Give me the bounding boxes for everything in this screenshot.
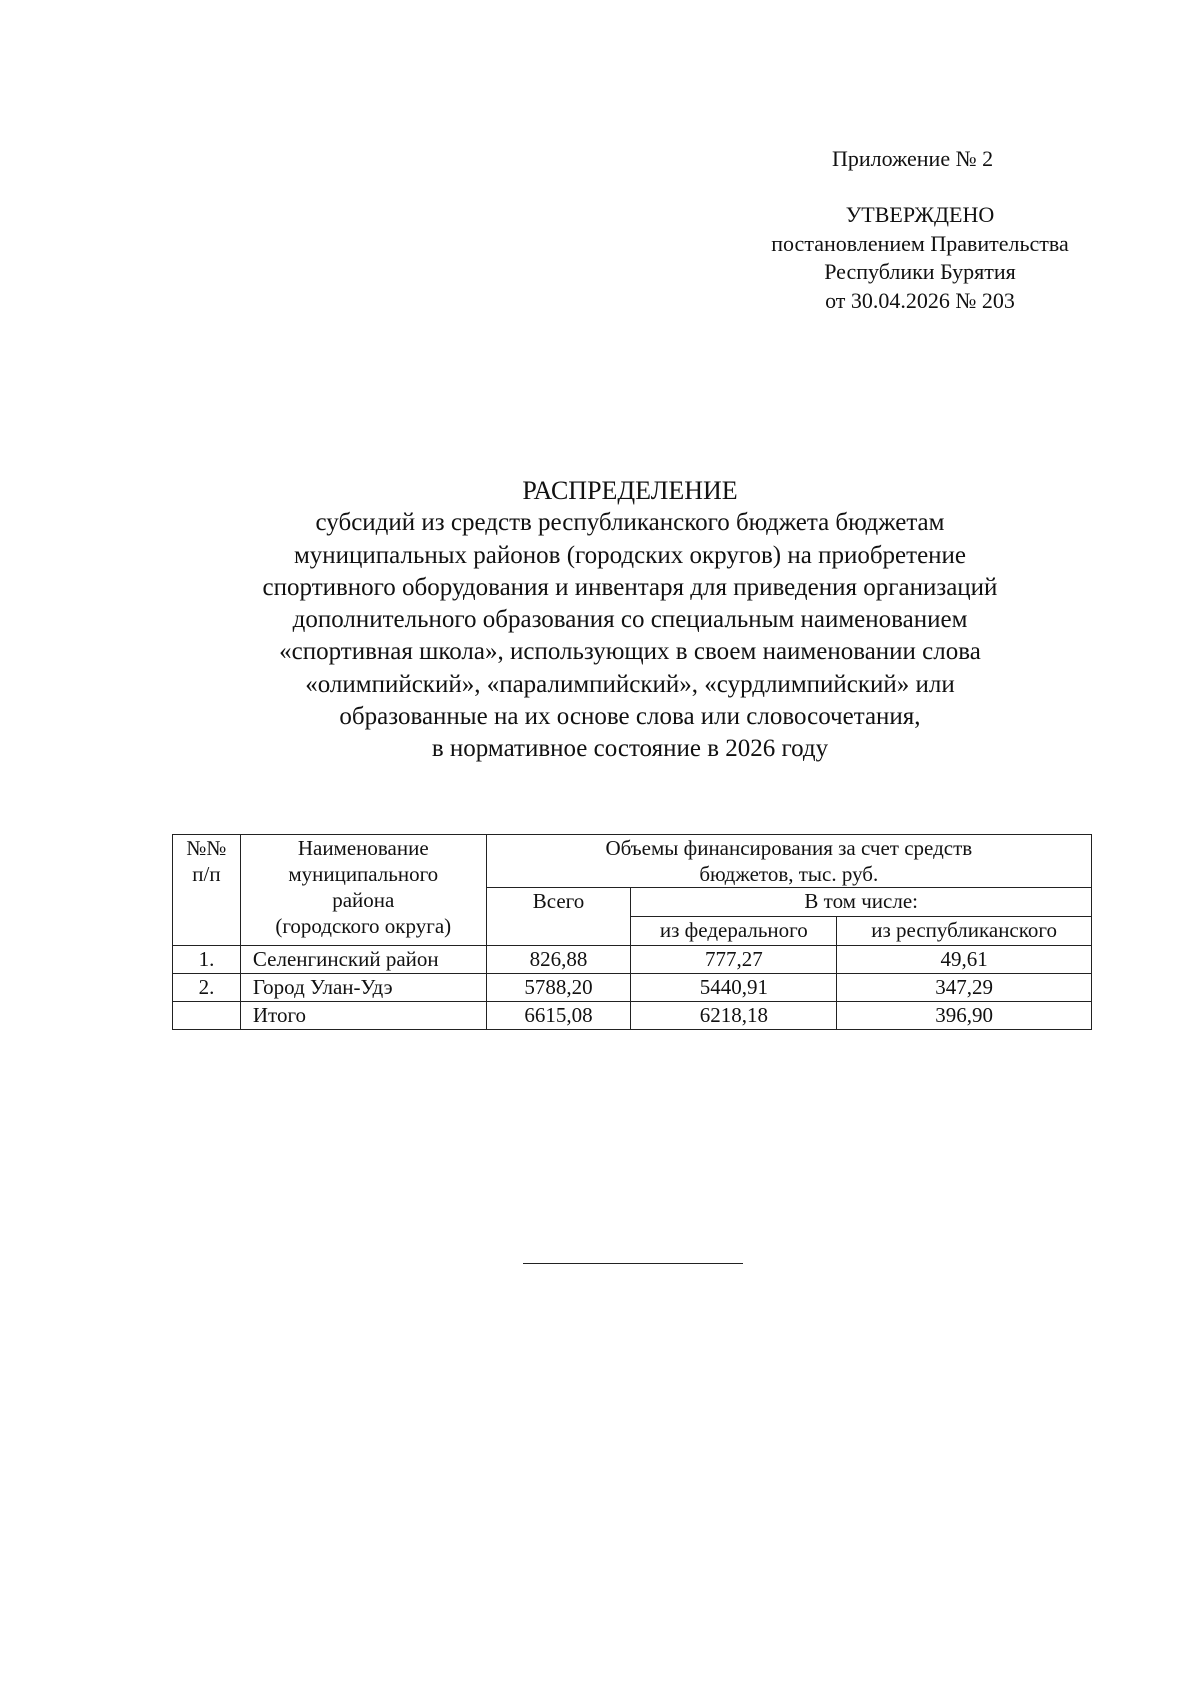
cell-federal: 6218,18 [631, 1002, 837, 1030]
header-funding-line: бюджетов, тыс. руб. [699, 862, 879, 886]
cell-total: 5788,20 [486, 974, 631, 1002]
table-header-row [173, 835, 1092, 888]
header-name-line: (городского округа) [275, 914, 452, 938]
approved-line: от 30.04.2026 № 203 [825, 287, 1015, 313]
cell-total: 826,88 [486, 946, 631, 974]
cell-name: Город Улан-Удэ [240, 974, 486, 1002]
approval-stamp-text [740, 201, 1100, 315]
table-row [173, 946, 1092, 974]
approved-line: УТВЕРЖДЕНО [845, 202, 995, 227]
header-funding [486, 835, 1091, 888]
distribution-table [172, 834, 1092, 1030]
title-line: субсидий из средств республиканского бюджета бюджетам [315, 509, 945, 537]
title-line: образованные на их основе слова или словосочетания, [339, 703, 921, 731]
header-name [240, 835, 486, 946]
header-name-line: Наименование [297, 836, 429, 860]
title-line: «олимпийский», «паралимпийский», «сурдлимпийский» или [305, 670, 955, 698]
cell-name: Селенгинский район [240, 946, 486, 974]
cell-num [173, 1002, 241, 1030]
cell-num: 1. [173, 946, 241, 974]
header-num-line: №№ [186, 836, 227, 860]
cell-num: 2. [173, 974, 241, 1002]
approved-line: Республики Бурятия [824, 259, 1016, 284]
end-separator-line [523, 1263, 743, 1264]
cell-republican: 347,29 [837, 974, 1092, 1002]
header-including: В том числе: [631, 888, 1092, 917]
cell-name: Итого [240, 1002, 486, 1030]
header-name-line: муниципального [288, 862, 439, 886]
header-federal: из федерального [631, 917, 837, 946]
title-line: «спортивная школа», использующих в своем наименовании слова [279, 638, 981, 666]
header-num [173, 835, 241, 946]
header-num-line: п/п [192, 862, 221, 886]
document-title [150, 475, 1110, 766]
title-line: муниципальных районов (городских округов) на приобретение [293, 541, 967, 569]
cell-republican: 396,90 [837, 1002, 1092, 1030]
header-total: Всего [486, 888, 631, 946]
header-funding-line: Объемы финансирования за счет средств [605, 836, 973, 860]
header-name-line: района [332, 888, 395, 912]
cell-republican: 49,61 [837, 946, 1092, 974]
cell-federal: 5440,91 [631, 974, 837, 1002]
title-line: в нормативное состояние в 2026 году [431, 735, 829, 763]
header-republican: из республиканского [837, 917, 1092, 946]
title-line: дополнительного образования со специальным наименованием [292, 606, 968, 634]
title-main: РАСПРЕДЕЛЕНИЕ [522, 476, 738, 505]
appendix-label: Приложение № 2 [832, 146, 994, 171]
table-total-row [173, 1002, 1092, 1030]
approved-line: постановлением Правительства [771, 230, 1069, 256]
title-line: спортивного оборудования и инвентаря для приведения организаций [262, 573, 998, 601]
cell-federal: 777,27 [631, 946, 837, 974]
cell-total: 6615,08 [486, 1002, 631, 1030]
table-row [173, 974, 1092, 1002]
